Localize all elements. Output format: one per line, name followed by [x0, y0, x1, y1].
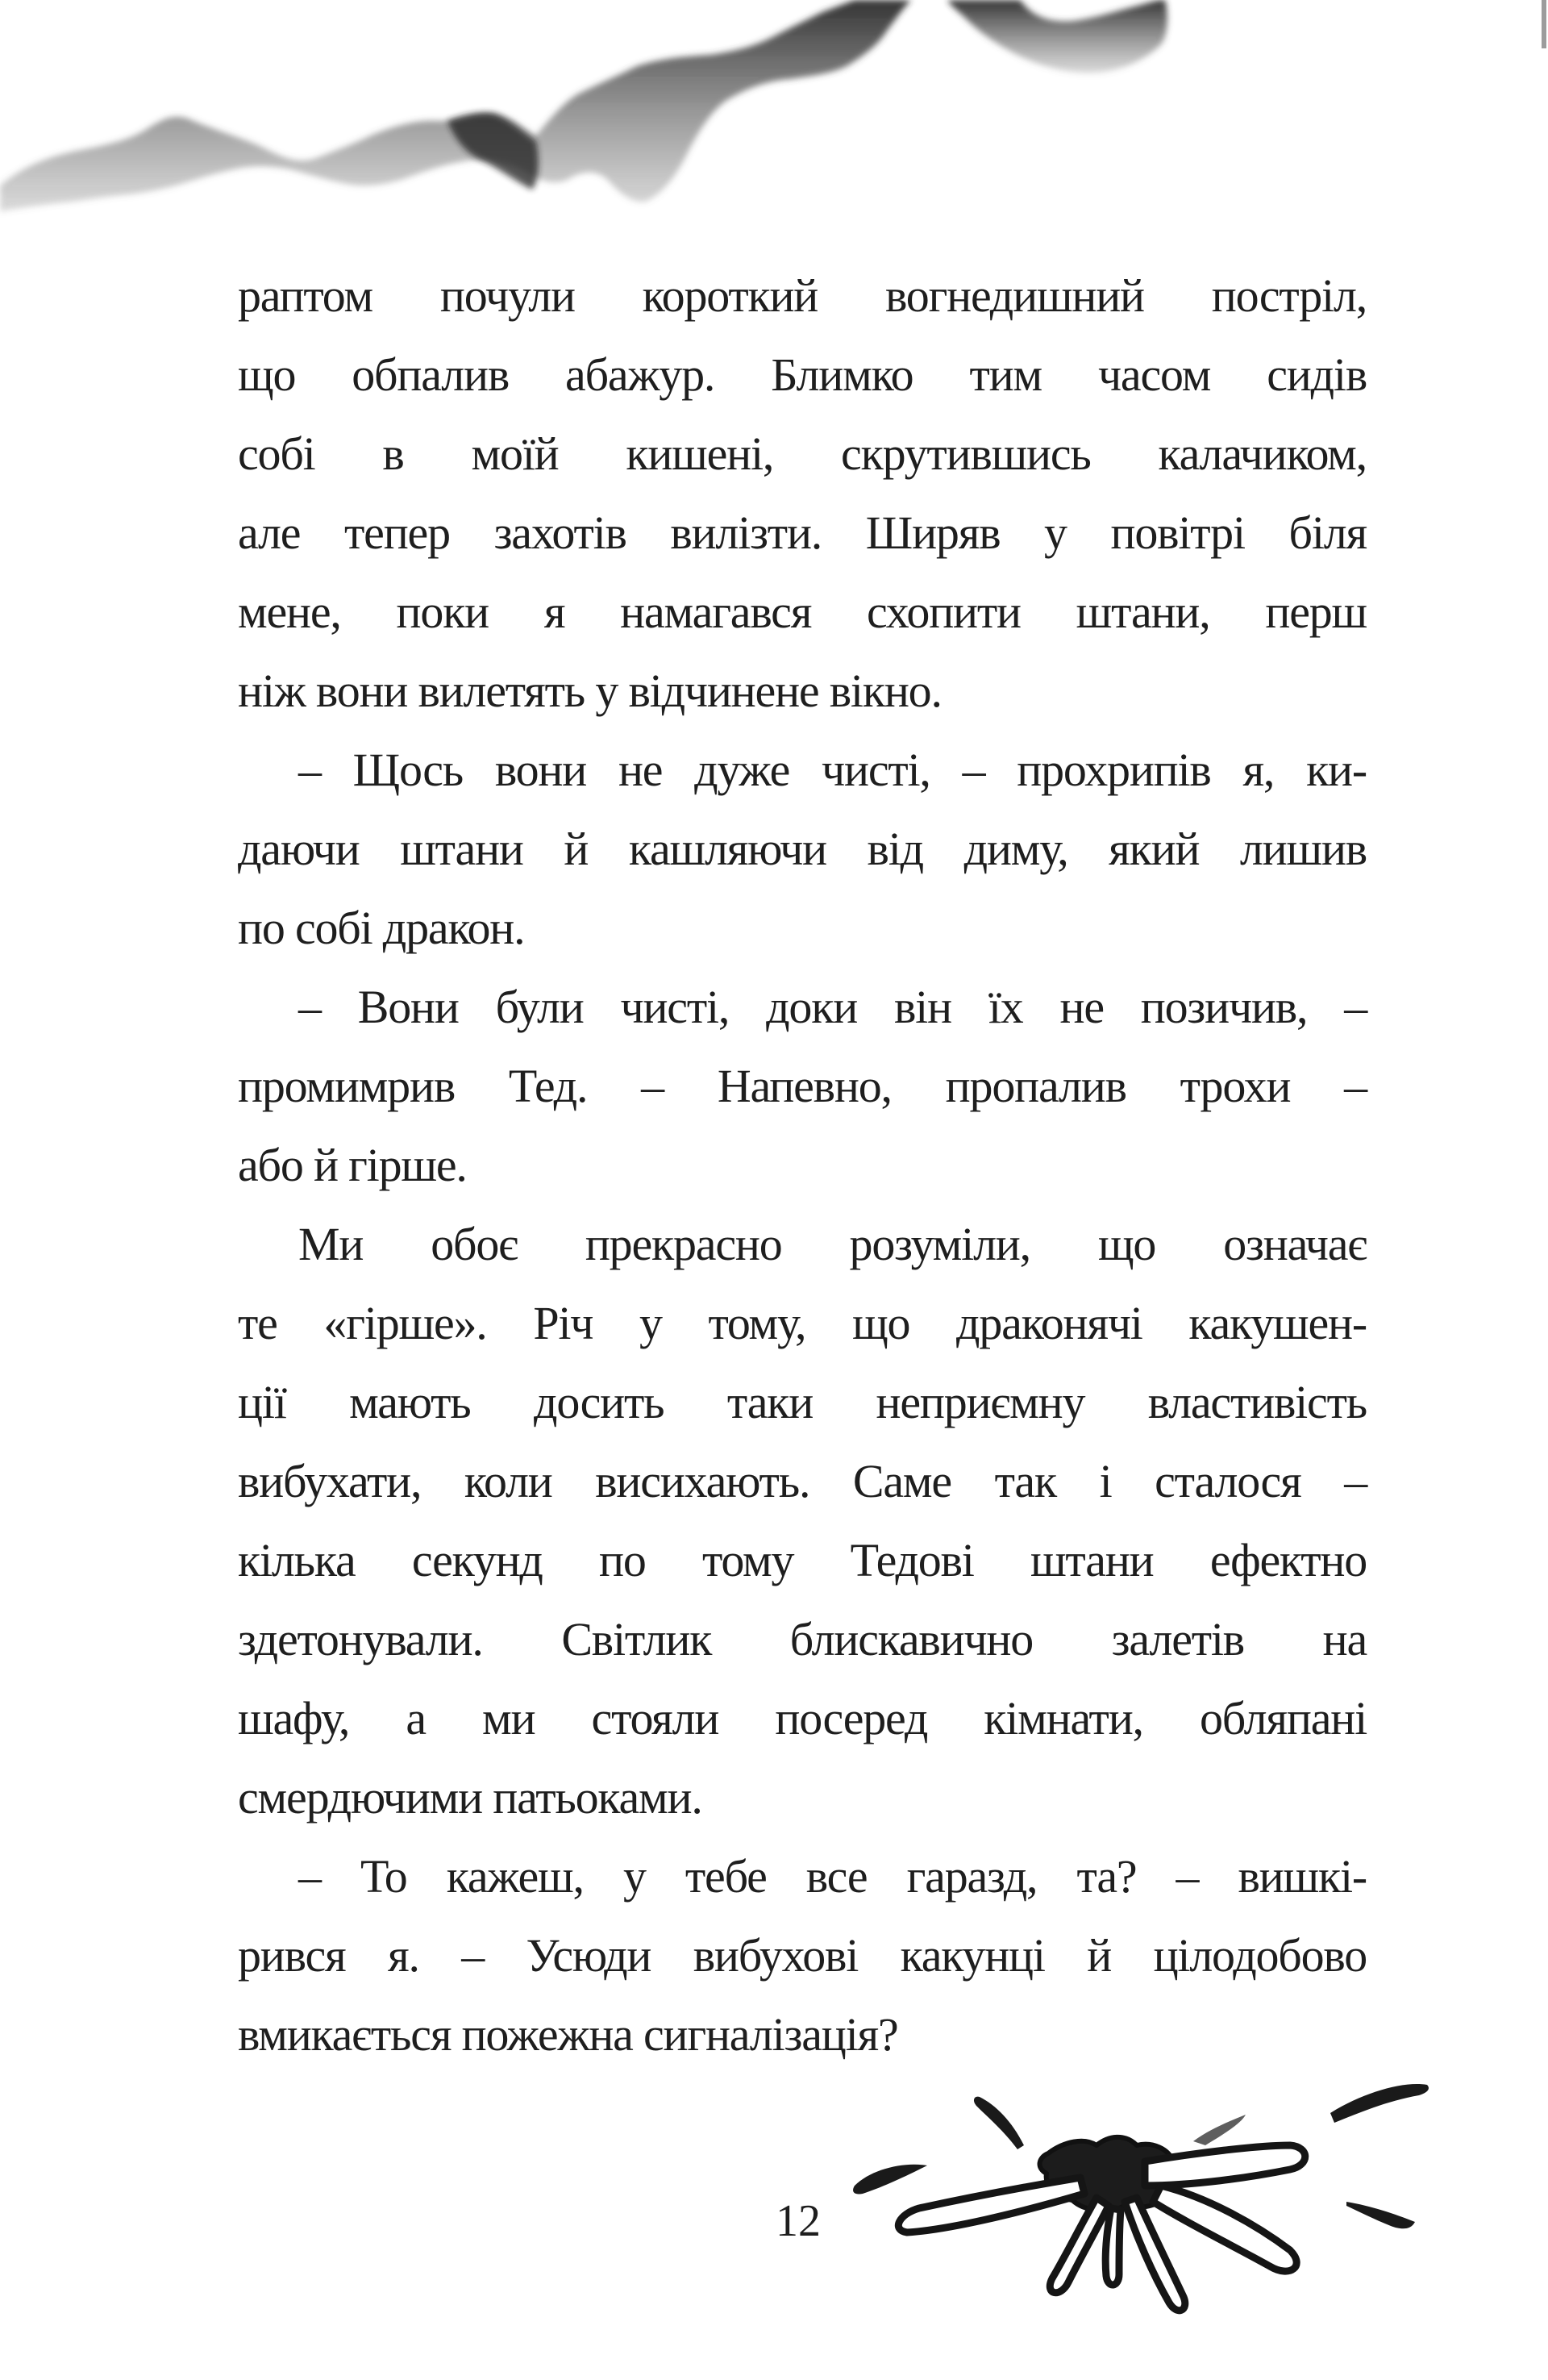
text-line: вмикається пожежна сигналізація?	[238, 2008, 898, 2061]
text-line: або й гірше.	[238, 1139, 467, 1191]
body-text	[238, 256, 1367, 2074]
text-line: те «гірше». Річ у тому, що драконячі какушен-	[238, 1297, 1367, 1349]
dialogue-line: – То кажеш, у тебе все гаразд, та? – вишкі-	[298, 1850, 1367, 1903]
text-line: собі в моїй кишені, скрутившись калачиком,	[238, 427, 1367, 480]
dialogue-line: – Вони були чисті, доки він їх не позичив, –	[298, 981, 1367, 1033]
text-line: вибухати, коли висихають. Саме так і сталося –	[238, 1455, 1367, 1507]
text-line: але тепер захотів вилізти. Ширяв у повітрі біля	[238, 506, 1367, 559]
text-line: ніж вони вилетять у відчинене вікно.	[238, 665, 942, 717]
text-line: смердючими патьоками.	[238, 1771, 702, 1824]
text-line: що обпалив абажур. Блимко тим часом сидів	[238, 348, 1367, 401]
text-line: раптом почули короткий вогнедишний постріл,	[238, 269, 1367, 322]
paragraph-start-line: Ми обоє прекрасно розуміли, що означає	[298, 1218, 1367, 1270]
text-line: по собі дракон.	[238, 902, 525, 954]
text-line: здетонували. Світлик блискавично залетів на	[238, 1613, 1367, 1665]
text-line: мене, поки я намагався схопити штани, перш	[238, 586, 1367, 638]
ink-splat-illustration	[806, 2065, 1548, 2323]
text-line: шафу, а ми стояли посеред кімнати, обляпані	[238, 1692, 1367, 1744]
text-line: кілька секунд по тому Тедові штани ефектно	[238, 1534, 1367, 1586]
torn-paper-edge-illustration	[0, 0, 1548, 266]
text-line: ції мають досить таки неприємну властивість	[238, 1376, 1367, 1428]
text-line: рився я. – Усюди вибухові какунці й цілодобово	[238, 1929, 1367, 1982]
text-line: промимрив Тед. – Напевно, пропалив трохи –	[238, 1060, 1367, 1112]
text-line: даючи штани й кашляючи від диму, який лишив	[238, 823, 1367, 875]
page-number: 12	[776, 2196, 821, 2246]
dialogue-line: – Щось вони не дуже чисті, – прохрипів я, ки-	[298, 744, 1367, 796]
